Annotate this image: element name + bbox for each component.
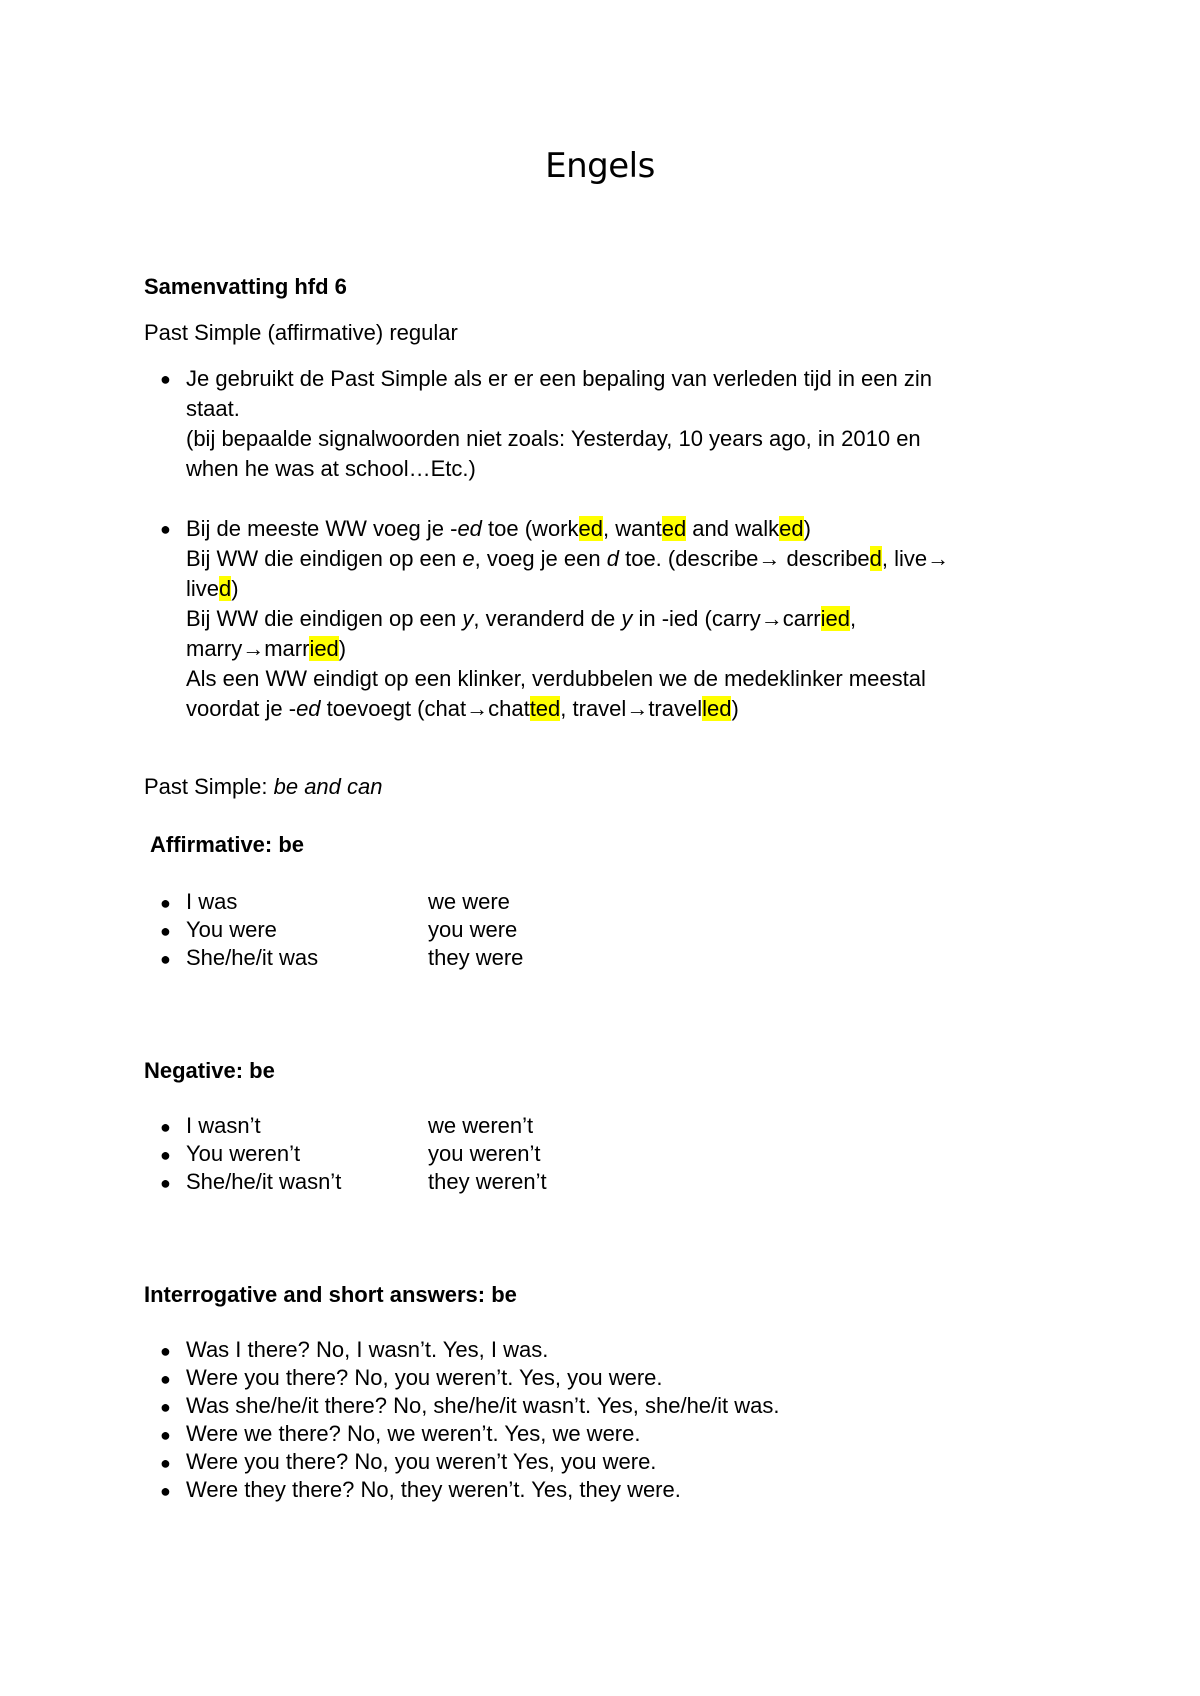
affirmative-heading: Affirmative: be <box>150 832 305 857</box>
rule-line-y: Bij WW die eindigen op een y, veranderd de y in -ied (carry→carried, <box>186 606 857 631</box>
be-can-heading: Past Simple: be and can <box>144 774 383 799</box>
interrogative-line: ● Were they there? No, they weren’t. Yes, they were. <box>186 1476 681 1504</box>
bullet-icon: ● <box>160 1173 171 1193</box>
affirmative-row: ● She/he/it was they were <box>186 944 318 972</box>
arrow-right-icon: → <box>927 546 950 571</box>
bullet-usage-line: Je gebruikt de Past Simple als er er een bepaling van verleden tijd in een zin <box>186 366 933 391</box>
negative-row: ● She/he/it wasn’t they weren’t <box>186 1168 341 1196</box>
bullet-icon: ● <box>160 1453 171 1473</box>
bullet-icon: ● <box>160 921 171 941</box>
section-heading: Samenvatting hfd 6 <box>144 274 347 299</box>
arrow-right-icon: → <box>626 696 649 721</box>
negative-heading: Negative: be <box>144 1058 275 1083</box>
rule-line-double-cont: voordat je -ed toevoegt (chat→chatted, travel→travelled) <box>186 696 739 721</box>
bullet-usage-line: staat. <box>186 396 240 421</box>
arrow-right-icon: → <box>760 606 783 631</box>
interrogative-heading: Interrogative and short answers: be <box>144 1282 517 1307</box>
bullet-rules <box>160 514 950 724</box>
interrogative-line: ● Were you there? No, you weren’t. Yes, you were. <box>186 1364 663 1392</box>
affirmative-row: ● You were you were <box>186 916 277 944</box>
arrow-right-icon: → <box>466 696 489 721</box>
regular-heading: Past Simple (affirmative) regular <box>144 320 458 345</box>
bullet-icon: ● <box>160 1145 171 1165</box>
bullet-icon: ● <box>160 519 171 539</box>
interrogative-line: ● Were you there? No, you weren’t Yes, you were. <box>186 1448 656 1476</box>
affirmative-row: ● I was we were <box>186 888 237 916</box>
rule-line-y-cont: marry→married) <box>186 636 347 661</box>
rule-line-e: Bij WW die eindigen op een e, voeg je een d toe. (describe→ described, live→ <box>186 546 950 571</box>
rule-line-ed: Bij de meeste WW voeg je -ed toe (worked, wanted and walked) <box>186 516 811 541</box>
bullet-icon: ● <box>160 949 171 969</box>
arrow-right-icon: → <box>758 546 781 571</box>
negative-row: ● You weren’t you weren’t <box>186 1140 300 1168</box>
interrogative-line: ● Was she/he/it there? No, she/he/it wasn’t. Yes, she/he/it was. <box>186 1392 780 1420</box>
bullet-icon: ● <box>160 1425 171 1445</box>
bullet-icon: ● <box>160 1341 171 1361</box>
interrogative-line: ● Were we there? No, we weren’t. Yes, we were. <box>186 1420 640 1448</box>
bullet-icon: ● <box>160 369 171 389</box>
bullet-usage-line: when he was at school…Etc.) <box>186 456 476 481</box>
arrow-right-icon: → <box>242 636 265 661</box>
document-title: Engels <box>545 146 655 186</box>
bullet-icon: ● <box>160 1117 171 1137</box>
bullet-usage <box>160 364 933 484</box>
bullet-usage-line: (bij bepaalde signalwoorden niet zoals: Yesterday, 10 years ago, in 2010 en <box>186 426 921 451</box>
interrogative-line: ● Was I there? No, I wasn’t. Yes, I was. <box>186 1336 548 1364</box>
rule-line-e-cont: lived) <box>186 576 239 601</box>
bullet-icon: ● <box>160 1369 171 1389</box>
rule-line-double: Als een WW eindigt op een klinker, verdubbelen we de medeklinker meestal <box>186 666 926 691</box>
bullet-icon: ● <box>160 1397 171 1417</box>
bullet-icon: ● <box>160 893 171 913</box>
negative-row: ● I wasn’t we weren’t <box>186 1112 261 1140</box>
bullet-icon: ● <box>160 1481 171 1501</box>
